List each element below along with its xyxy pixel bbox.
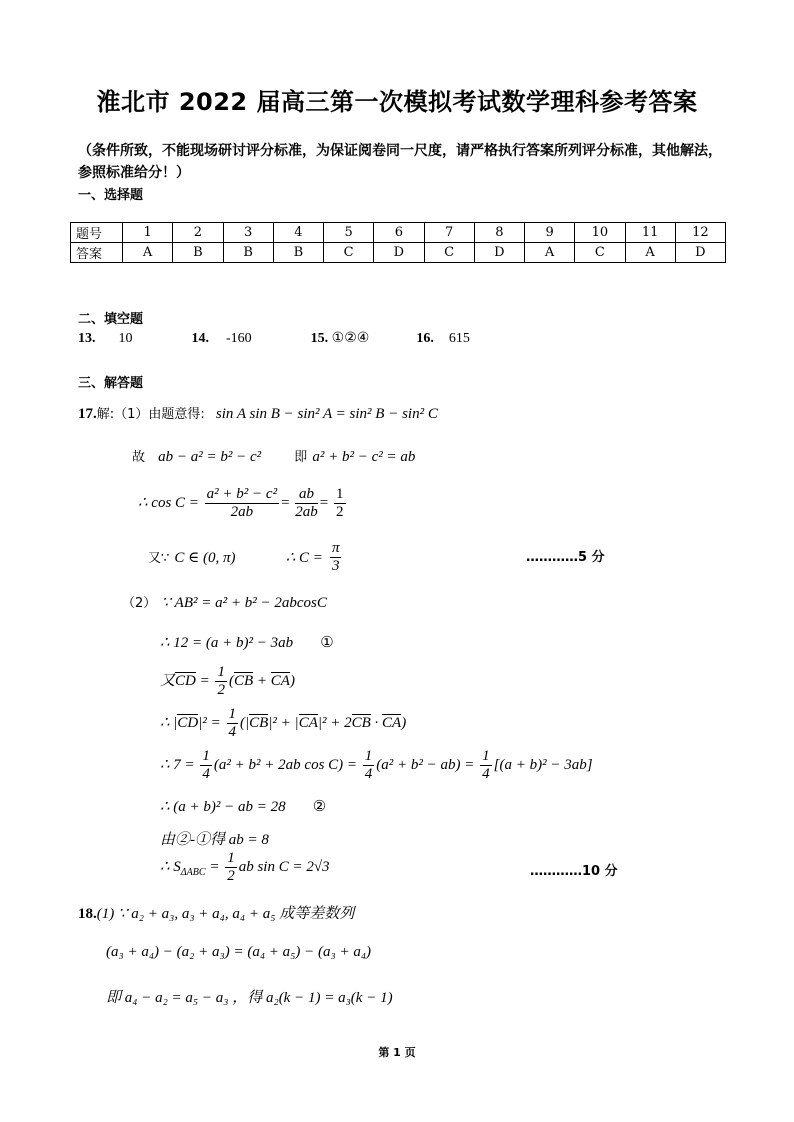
fill-num: 15. [310,331,329,346]
table-cell: C [424,243,474,263]
table-cell: A [525,243,575,263]
q17-equation-6: ∴ 12 = (a + b)² − 3ab [160,635,294,651]
table-cell: 11 [625,223,675,243]
table-cell: A [123,243,173,263]
page-title: 淮北市 2022 届高三第一次模拟考试数学理科参考答案 [96,88,698,116]
table-cell: 12 [675,223,725,243]
q17-line-8b: ∴ 7 = $\frac{1}{4}$ (a² + b² + 2ab cos C) = $\frac{1}{4}$ (a² + b² − ab) = $\frac{1}{4}$ [(a + b)² − 3ab] [160,748,593,782]
table-cell: B [273,243,323,263]
table-cell: A [625,243,675,263]
word-you: 又∵ [148,551,170,566]
table-cell: 5 [324,223,374,243]
fill-ans: -160 [226,331,252,346]
table-header-answer: 答案 [71,243,123,263]
table-cell: C [575,243,625,263]
q17-equation-1: sin A sin B − sin² A = sin² B − sin² C [215,406,438,422]
q17-line-4 [148,540,343,575]
table-cell: 4 [273,223,323,243]
q18-equation-1: (1) ∵ a₂ + a₃, a₃ + a₄, a₄ + a₅ 成等差数列 [96,906,355,922]
table-header-number: 题号 [71,223,123,243]
fraction: $\frac{1}{2}$ [336,486,344,520]
q17-line-10: 由②-①得 ab = 8 [160,832,269,848]
q17-label: 17. [78,406,97,422]
q18-line-1 [78,902,354,923]
q17-line-1 [78,403,438,423]
q17-equation-5: ∵ AB² = a² + b² − 2abcosC [161,595,327,611]
fraction: $\frac{1}{4}$ [228,706,237,740]
table-cell: 9 [525,223,575,243]
fill-answers [78,330,470,347]
table-cell: D [474,243,524,263]
grading-note: （条件所致，不能现场研讨评分标准，为保证阅卷同一尺度，请严格执行答案所列评分标准，其他解法，参照标准给分！） [78,143,722,181]
section-solution-heading: 三、解答题 [78,376,144,391]
q18-line-2: (a₃ + a₄) − (a₂ + a₃) = (a₄ + a₅) − (a₃ + a₄) [106,944,372,960]
q17-line-6 [160,632,334,652]
table-cell: B [173,243,223,263]
fraction: $\frac{1}{2}$ [217,664,225,698]
table-cell: 3 [223,223,273,243]
q17-range: C ∈ (0, π) [174,550,236,566]
score-marker: …………10 分 [530,864,618,879]
fraction: $\frac{\pi}{3}$ [331,540,340,574]
fill-num: 13. [78,331,96,346]
cos-c-label: ∴ cos C = [138,494,199,511]
word-gu: 故 [132,450,146,465]
table-cell: C [324,243,374,263]
q17-line-2 [132,446,415,466]
table-cell: 6 [374,223,424,243]
fill-ans: 10 [118,331,133,346]
q17-equation-2a: ab − a² = b² − c² [158,449,262,465]
table-cell: B [223,243,273,263]
q17-c-value-label: ∴ C = [285,550,323,566]
circled-2: ② [312,799,327,815]
table-cell: 7 [424,223,474,243]
fraction: $\frac{\text{a² + b² − c²}}{2ab}$ [206,486,278,520]
q17-intro: 解:（1）由题意得: [96,407,205,422]
table-cell: 1 [123,223,173,243]
fraction: $\frac{ab}{2ab}$ [295,486,318,520]
fraction: $\frac{1}{4}$ [202,748,210,782]
word-ji: 即 [294,450,308,465]
fraction: $\frac{1}{4}$ [364,748,373,782]
table-cell: 8 [474,223,524,243]
q17-line-9 [160,796,326,816]
section-choice-heading: 一、选择题 [78,188,144,203]
section-fill-heading: 二、填空题 [78,312,144,327]
score-marker: …………5 分 [526,550,605,565]
q17-line-8: ∴ |CD|² = $\frac{1}{4}$ (|CB|² + |CA|² + 2CB · CA) [160,706,407,740]
q17-equation-2b: a² + b² − c² = ab [312,449,416,465]
table-cell: D [374,243,424,263]
q18-line-3: 即 a₄ − a₂ = a₅ − a₃ ，得 a₂(k − 1) = a₃(k − 1) [106,990,393,1006]
page-number: 第 1 页 [378,1046,416,1059]
fraction: $\frac{1}{2}$ [227,850,235,884]
q17-line-11: ∴ $S_{\Delta ABC}$ = $\frac{1}{2}$ ab sin C = 2√3 [160,850,330,884]
part-2-label: （2） [122,596,157,611]
q17-equation-9: ∴ (a + b)² − ab = 28 [160,799,286,815]
q17-line-3: ∴ cos C = $\frac{\text{a² + b² − c²}}{2ab}$ = $\frac{ab}{2ab}$ = $\frac{1}{2}$ [138,486,344,520]
fill-ans: 615 [448,331,470,346]
table-row [71,243,726,263]
fill-num: 14. [191,331,209,346]
q17-line-5 [122,592,327,612]
fill-num: 16. [416,331,434,346]
table-cell: 2 [173,223,223,243]
table-cell: D [675,243,725,263]
q17-line-7: 又CD = $\frac{1}{2}$ (CB + CA) [160,664,295,698]
fraction: $\frac{1}{4}$ [482,748,490,782]
fill-ans: ①②④ [331,331,370,346]
circled-1: ① [320,635,334,651]
choice-answer-table [70,222,726,263]
table-row [71,223,726,243]
table-cell: 10 [575,223,625,243]
q18-label: 18. [78,906,97,922]
